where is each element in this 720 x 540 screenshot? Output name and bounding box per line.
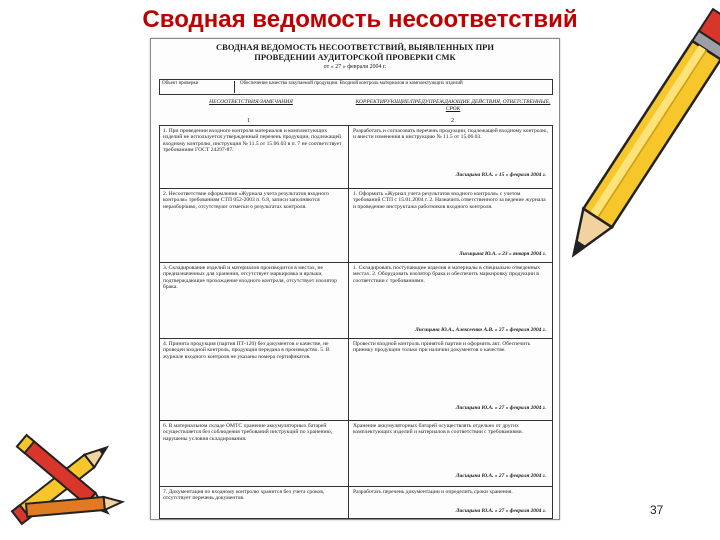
table-row bbox=[160, 338, 552, 421]
row-action: Провести входной контроль принятой партии и оформить акт. Обеспечить приемку продукции только при наличии документов о качестве. bbox=[353, 341, 531, 354]
row-nonconformity: 7. Документация по входному контролю хранится без учета сроков, отсутствует перечень документов. bbox=[163, 489, 325, 502]
document-scan bbox=[150, 38, 560, 520]
row-action: 1. Складировать поступающие изделия и материалы в специально отведенных местах. 2. Оборудовать изолятор брака и обеспечить маркировку продукции в соответствии с требованиями. bbox=[353, 265, 541, 284]
row-nonconformity: 1. При проведении входного контроля материалов и комплектующих изделий не используется утвержденный перечень продукции, подлежащей входному контролю, инструкция № 11.5 от 15.06.03 в п. 7 не соответствует требованиям ГОСТ 24297-87. bbox=[163, 128, 342, 154]
row-signature: Лисицына Ю.А. « 15 » февраля 2004 г. bbox=[455, 172, 546, 178]
table-row bbox=[160, 262, 552, 339]
document-title bbox=[151, 42, 559, 62]
table-row bbox=[160, 188, 552, 263]
meta-value: Обеспечение качества закупаемой продукции. Входной контроль материалов и комплектующих изделий bbox=[240, 81, 463, 86]
row-action: Разработать и согласовать перечень продукции, подлежащей входному контролю, и внести изменения в инструкцию № 11.5 от 15.06.03. bbox=[353, 128, 548, 141]
crossed-pencils-icon bbox=[4, 420, 132, 538]
document-date: от « 27 » февраля 2004 г. bbox=[323, 64, 387, 70]
document-title-line2: ПРОВЕДЕНИИ АУДИТОРСКОЙ ПРОВЕРКИ СМК bbox=[254, 52, 456, 62]
page-number: 37 bbox=[650, 503, 664, 517]
table-row bbox=[160, 126, 552, 188]
table-row bbox=[160, 420, 552, 487]
slide-title: Сводная ведомость несоответствий bbox=[142, 6, 578, 33]
meta-table bbox=[159, 79, 553, 95]
nonconformity-table bbox=[159, 125, 553, 519]
row-signature: Лисицына Ю.А., Алексеенко А.В. « 27 » февраля 2004 г. bbox=[415, 327, 546, 333]
row-nonconformity: 2. Несоответствие оформления «Журнала учета результатов входного контроля» требованиям СТП 052-2003 п. 6.8, записи заполняются неразборчиво, отсутствуют отметки о результатах контроля. bbox=[163, 191, 329, 210]
column-header-actions: КОРРЕКТИРУЮЩИЕ/ПРЕДУПРЕЖДАЮЩИЕ ДЕЙСТВИЯ, ОТВЕТСТВЕННЫЕ, СРОК bbox=[355, 99, 551, 112]
meta-label: Объект проверки bbox=[162, 81, 235, 93]
row-nonconformity: 4. Принята продукция (партия ПТ-120) без документов о качестве, не проведен входной контроль, продукция передана в производство. 5. В журнале входного контроля не указаны номера сертификатов. bbox=[163, 341, 330, 360]
pencil-icon bbox=[570, 0, 720, 290]
row-action: Разработать перечень документации и определить сроки хранения. bbox=[353, 489, 513, 495]
column-number-right: 2 bbox=[451, 118, 454, 124]
row-nonconformity: 3. Складирование изделий и материалов производится в местах, не предназначенных для хранения, отсутствует маркировка и ярлыки, подтверждающие прохождение входного контроля, отсутствует изолятор брака. bbox=[163, 265, 337, 291]
table-row bbox=[160, 486, 552, 519]
row-signature: Лисицына Ю.А. « 23 » января 2004 г. bbox=[459, 251, 546, 257]
column-number-left: 1 bbox=[247, 118, 250, 124]
row-signature: Лисицына Ю.А. « 27 » февраля 2004 г. bbox=[455, 508, 546, 514]
row-action: 1. Оформить «Журнал учета результатов входного контроля» с учетом требований СТП с 15.01.2004 г. 2. Назначить ответственного за ведение журнала и проведение инструктажа работников входного контроля. bbox=[353, 191, 546, 210]
document-title-line1: СВОДНАЯ ВЕДОМОСТЬ НЕСООТВЕТСТВИЙ, ВЫЯВЛЕННЫХ ПРИ bbox=[216, 42, 494, 52]
row-action: Хранение аккумуляторных батарей осуществлять отдельно от других комплектующих изделий и материалов в соответствии с требованиями. bbox=[353, 423, 524, 436]
row-signature: Лисицына Ю.А. « 27 » февраля 2004 г. bbox=[455, 405, 546, 411]
row-signature: Лисицына Ю.А. « 27 » февраля 2004 г. bbox=[455, 473, 546, 479]
column-header-nonconformities: НЕСООТВЕТСТВИЯ/ЗАМЕЧАНИЯ bbox=[209, 99, 293, 105]
row-nonconformity: 6. В материальном складе ОМТС хранение аккумуляторных батарей осуществляется без соблюдения требований инструкций по хранению, нарушены условия складирования. bbox=[163, 423, 333, 442]
